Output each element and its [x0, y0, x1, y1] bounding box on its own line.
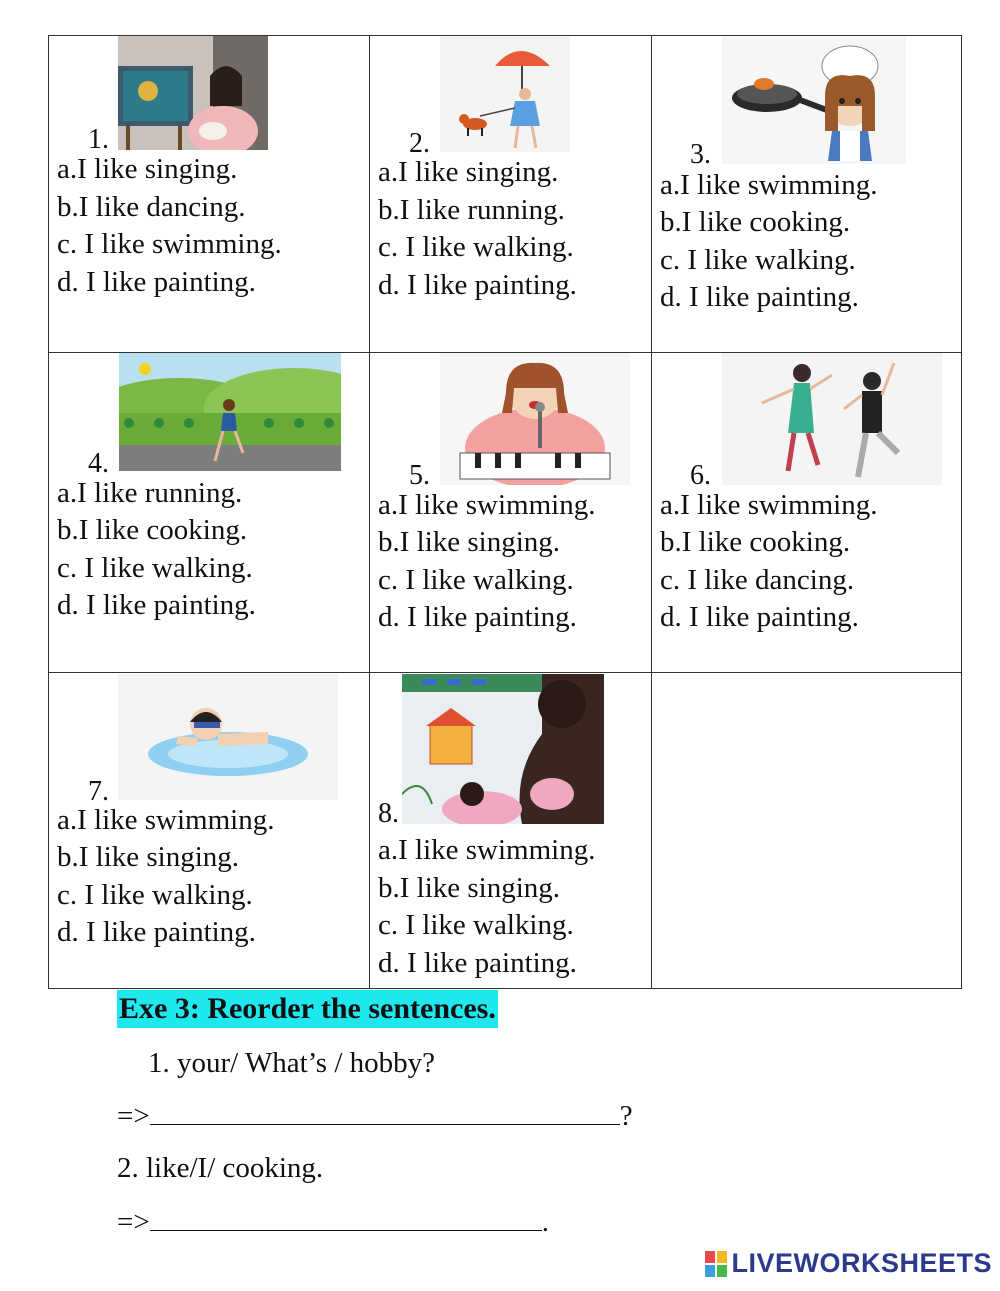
- item-6-option-b[interactable]: b.I like cooking.: [660, 526, 851, 558]
- answer-2-input[interactable]: [150, 1206, 542, 1231]
- item-5-option-a[interactable]: a.I like swimming.: [378, 489, 596, 521]
- arrow-2: =>: [117, 1206, 150, 1238]
- item-1-option-c[interactable]: c. I like swimming.: [57, 228, 282, 260]
- item-2-option-a[interactable]: a.I like singing.: [378, 156, 559, 188]
- item-1-option-a[interactable]: a.I like singing.: [57, 153, 238, 185]
- question-2: 2. like/I/ cooking.: [117, 1152, 324, 1184]
- item-3-number: 3.: [690, 139, 711, 170]
- answer-1-input[interactable]: [150, 1100, 620, 1125]
- item-5-number: 5.: [409, 460, 430, 491]
- item-3-image: [722, 36, 906, 164]
- item-3-option-d[interactable]: d. I like painting.: [660, 281, 859, 313]
- answer-1-end: ?: [619, 1100, 633, 1132]
- item-7-option-b[interactable]: b.I like singing.: [57, 841, 240, 873]
- answer-2-row: [117, 1206, 549, 1238]
- item-5-option-c[interactable]: c. I like walking.: [378, 564, 574, 596]
- item-4-option-b[interactable]: b.I like cooking.: [57, 514, 248, 546]
- item-8-option-b[interactable]: b.I like singing.: [378, 872, 561, 904]
- item-2-option-d[interactable]: d. I like painting.: [378, 269, 577, 301]
- item-3-option-b[interactable]: b.I like cooking.: [660, 206, 851, 238]
- item-3-option-c[interactable]: c. I like walking.: [660, 244, 856, 276]
- liveworksheets-logo: [705, 1248, 992, 1279]
- table-divider: [49, 672, 961, 673]
- item-5-option-b[interactable]: b.I like singing.: [378, 526, 561, 558]
- liveworksheets-icon: [705, 1251, 727, 1277]
- table-divider: [651, 36, 652, 988]
- item-2-option-c[interactable]: c. I like walking.: [378, 231, 574, 263]
- brand-name: LIVEWORKSHEETS: [731, 1248, 992, 1278]
- item-1-option-b[interactable]: b.I like dancing.: [57, 191, 246, 223]
- item-6-option-a[interactable]: a.I like swimming.: [660, 489, 878, 521]
- item-8-option-c[interactable]: c. I like walking.: [378, 909, 574, 941]
- item-1-number: 1.: [88, 124, 109, 155]
- item-6-option-d[interactable]: d. I like painting.: [660, 601, 859, 633]
- item-8-image: [402, 674, 604, 824]
- item-7-option-a[interactable]: a.I like swimming.: [57, 804, 275, 836]
- item-7-option-d[interactable]: d. I like painting.: [57, 916, 256, 948]
- item-8-option-d[interactable]: d. I like painting.: [378, 947, 577, 979]
- item-7-number: 7.: [88, 776, 109, 807]
- item-6-image: [722, 353, 942, 485]
- item-2-number: 2.: [409, 128, 430, 159]
- item-4-option-a[interactable]: a.I like running.: [57, 477, 243, 509]
- answer-2-end: .: [541, 1206, 549, 1238]
- question-1: 1. your/ What’s / hobby?: [148, 1047, 436, 1079]
- item-1-image: [118, 36, 268, 150]
- answer-1-row: [117, 1100, 633, 1132]
- item-8-option-a[interactable]: a.I like swimming.: [378, 834, 596, 866]
- item-2-option-b[interactable]: b.I like running.: [378, 194, 565, 226]
- item-3-option-a[interactable]: a.I like swimming.: [660, 169, 878, 201]
- table-divider: [369, 36, 370, 988]
- item-5-image: [440, 353, 630, 485]
- arrow-1: =>: [117, 1100, 150, 1132]
- item-2-image: [440, 36, 570, 152]
- item-6-number: 6.: [690, 460, 711, 491]
- exercise-3-title: Exe 3: Reorder the sentences.: [117, 990, 498, 1028]
- item-5-option-d[interactable]: d. I like painting.: [378, 601, 577, 633]
- item-4-number: 4.: [88, 448, 109, 479]
- item-4-image: [119, 353, 341, 471]
- item-1-option-d[interactable]: d. I like painting.: [57, 266, 256, 298]
- item-8-number: 8.: [378, 798, 399, 829]
- item-4-option-d[interactable]: d. I like painting.: [57, 589, 256, 621]
- item-6-option-c[interactable]: c. I like dancing.: [660, 564, 855, 596]
- item-7-option-c[interactable]: c. I like walking.: [57, 879, 253, 911]
- item-4-option-c[interactable]: c. I like walking.: [57, 552, 253, 584]
- item-7-image: [118, 674, 338, 800]
